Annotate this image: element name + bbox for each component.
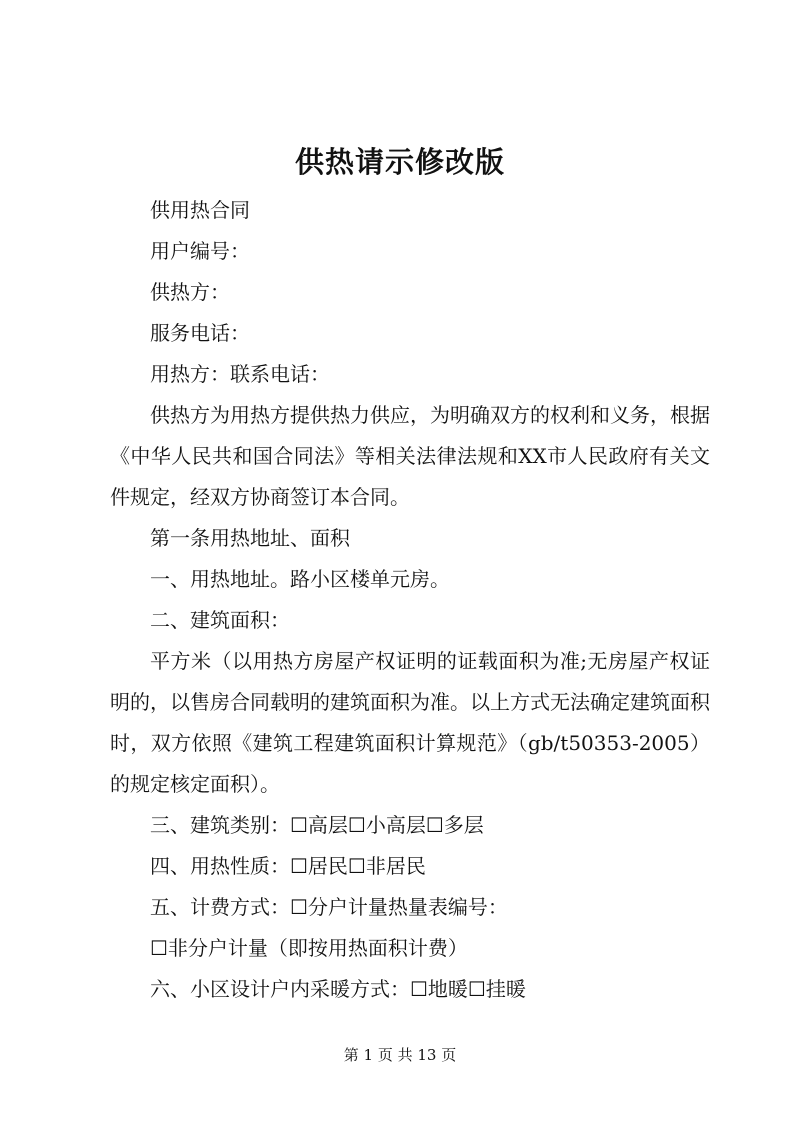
building-area-line: 二、建筑面积： [150, 608, 290, 632]
area-paragraph: 平方米（以用热方房屋产权证明的证载面积为准;无房屋产权证明的，以售房合同载明的建筑面积为准。以上方式无法确定建筑面积时，双方依照《建筑工程建筑面积计算规范》（gb/t50353-2005）的规定核定面积）。 [110, 649, 710, 796]
article-1-heading: 第一条用热地址、面积 [150, 526, 350, 550]
contract-name: 供用热合同 [150, 198, 250, 222]
page-number: 第 1 页 共 13 页 [343, 1046, 457, 1064]
service-phone-line: 服务电话： [150, 321, 250, 345]
page-title: 供热请示修改版 [294, 145, 505, 179]
intro-paragraph: 供热方为用热方提供热力供应，为明确双方的权利和义务，根据《中华人民共和国合同法》等相关法律法规和XX市人民政府有关文件规定，经双方协商签订本合同。 [110, 403, 710, 509]
billing-method-line: 五、计费方式：☐分户计量热量表编号： [150, 895, 508, 919]
user-number-line: 用户编号： [150, 239, 250, 263]
heat-address-line: 一、用热地址。路小区楼单元房。 [150, 567, 450, 591]
heat-usage-type-line: 四、用热性质：☐居民☐非居民 [150, 854, 426, 878]
building-type-line: 三、建筑类别：☐高层☐小高层☐多层 [150, 813, 484, 837]
heating-method-line: 六、小区设计户内采暖方式：☐地暖☐挂暖 [150, 977, 526, 1001]
heat-user-line: 用热方：联系电话： [150, 362, 330, 386]
heat-supplier-line: 供热方： [150, 280, 230, 304]
document-body [110, 190, 710, 1010]
non-metered-line: ☐非分户计量（即按用热面积计费） [150, 936, 468, 960]
